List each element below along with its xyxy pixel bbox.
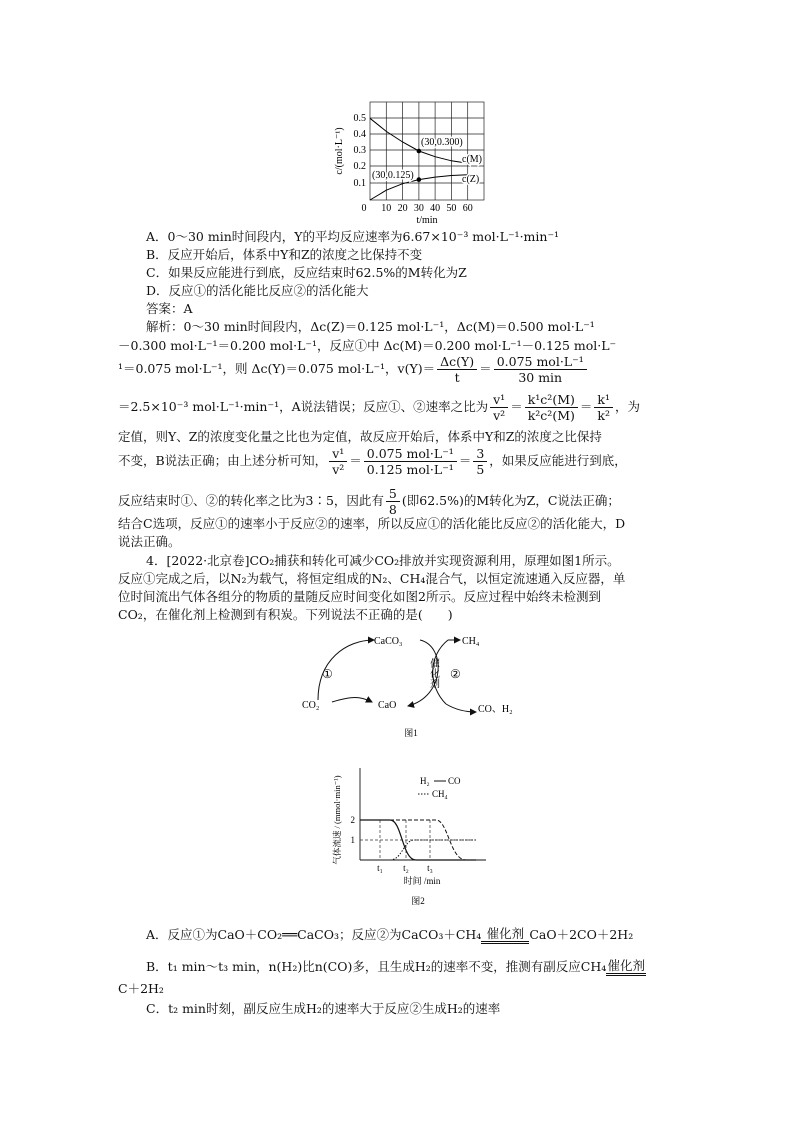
q3-option-c: C．如果反应能进行到底，反应结束时62.5%的M转化为Z [146,265,467,280]
figure-1-cycle-diagram [296,626,526,744]
analysis-text: ¹＝0.075 mol·L⁻¹，则 Δc(Y)＝0.075 mol·L⁻¹，v(Y)＝ [118,361,436,376]
fraction: $\frac{\text{v¹}}{\text{v²}}$ [490,392,508,423]
y-axis-label: c/(mol·L⁻¹) [334,127,345,175]
x-tick-t3: t₃ [427,863,433,873]
equals-sign: ＝ [479,361,492,376]
catalyst-arrow: 催化剂 [606,959,646,976]
q3-analysis-line: ＝2.5×10⁻³ mol·L⁻¹·min⁻¹，A说法错误；反应①、②速率之比为 $\frac{\text{v¹}}{\text{v²}}$ ＝ $\frac{\text{k¹c²(M)}}{\text{k²c²(M)}}$ ＝ $\frac{\text{k¹}}{\text{k²}}$ ，为 [118,392,640,423]
fraction: $\frac{3}{5}$ [473,446,487,477]
x-axis-label: t/min [416,215,438,226]
q3-analysis-line: －0.300 mol·L⁻¹＝0.200 mol·L⁻¹，反应①中 Δc(M)＝0.200 mol·L⁻¹－0.125 mol·L⁻ [118,338,617,353]
q3-answer: 答案：A [146,301,193,316]
q4-option-a [146,926,633,944]
x-tick-label: 30 [413,203,424,214]
analysis-text: ，如果反应能进行到底， [489,453,627,468]
analysis-text: ＝2.5×10⁻³ mol·L⁻¹·min⁻¹，A说法错误；反应①、②速率之比为 [118,399,489,414]
q3-option-b: B．反应开始后，体系中Y和Z的浓度之比保持不变 [146,247,423,262]
q3-analysis-line [118,354,589,385]
analysis-text: 反应结束时①、②的转化率之比为3∶5，因此有 [118,493,384,508]
x-tick-label: 60 [462,203,473,214]
catalyst-arrow: 催化剂 [481,927,529,944]
q4-option-b [146,958,646,976]
figure-1-caption: 图1 [404,728,418,738]
analysis-text: 不变，B说法正确；由上述分析可知， [118,453,328,468]
q3-analysis-line: 不变，B说法正确；由上述分析可知， $\frac{\text{v¹}}{\text{v²}}$ ＝ $\frac{\text{0.075 mol·L⁻¹}}{\text{0.125 mol·L⁻¹}}$ ＝ $\frac{3}{5}$ ，如果反应能进行到底， [118,446,627,477]
q4-stem-line: 4．[2022·北京卷]CO₂捕获和转化可减少CO₂排放并实现资源利用，原理如图1所示。 [146,553,620,568]
fraction: $\frac{\text{k¹c²(M)}}{\text{k²c²(M)}}$ [525,392,578,423]
reaction-2-label: ② [450,667,461,681]
q3-analysis-line: 解析：0～30 min时间段内，Δc(Z)＝0.125 mol·L⁻¹，Δc(M)＝0.500 mol·L⁻¹ [146,319,595,334]
series-label-m: c(M) [462,154,482,165]
fraction: $\frac{\text{k¹}}{\text{k²}}$ [594,392,613,423]
q3-option-d: D．反应①的活化能比反应②的活化能大 [146,283,369,298]
legend-ch4: CH₄ [432,789,448,799]
x-tick-t2: t₂ [403,863,409,873]
y-tick-label: 0.1 [353,178,366,189]
y-tick-1: 1 [350,835,355,845]
x-tick-label: 20 [397,203,408,214]
q3-analysis-line: 结合C选项，反应①的速率小于反应②的速率，所以反应①的活化能比反应②的活化能大，D [118,516,626,531]
y-axis-label: 气体流速 / (mmol·min⁻¹) [332,775,342,865]
catalyst-label: 催化剂 [427,658,439,688]
q4-stem-line: CO₂，在催化剂上检测到有积炭。下列说法不正确的是( ) [118,607,453,622]
co2-label: CO₂ [302,700,320,711]
option-text: CaO＋2CO＋2H₂ [529,927,634,942]
q4-option-b-cont: C＋2H₂ [118,981,164,996]
figure-2-caption: 图2 [411,896,425,906]
legend-co: CO [448,776,461,786]
series-label-z: c(Z) [462,174,480,185]
q3-option-a: A．0～30 min时间段内，Y的平均反应速率为6.67×10⁻³ mol·L⁻¹·min⁻¹ [146,229,560,244]
option-text: A．反应①为CaO＋CO₂══CaCO₃；反应②为CaCO₃＋CH₄ [146,927,482,942]
x-tick-label: 10 [381,203,392,214]
option-text: B．t₁ min～t₃ min，n(H₂)比n(CO)多，且生成H₂的速率不变，推测有副反应CH₄ [146,959,607,974]
point-marker-m [417,149,422,154]
y-tick-label: 0.3 [353,145,366,156]
fraction: $\frac{\Delta c(Y)}{t}$ [437,354,477,385]
point-label-z: (30,0.125) [372,170,414,181]
concentration-time-chart [318,96,518,226]
q3-analysis-line [118,486,620,517]
reaction-1-label: ① [322,667,333,681]
q3-analysis-line: 说法正确。 [118,534,181,549]
fraction: $\frac{5}{8}$ [386,486,400,517]
analysis-text: ，为 [614,399,640,414]
caco3-label: CaCO₃ [374,636,403,647]
point-marker-z [417,177,422,182]
q4-stem-line: 位时间流出气体各组分的物质的量随反应时间变化如图2所示。反应过程中始终未检测到 [118,589,601,604]
y-tick-label: 0.5 [353,113,366,124]
q4-stem-line: 反应①完成之后，以N₂为载气，将恒定组成的N₂、CH₄混合气，以恒定流速通入反应器，单 [118,571,626,586]
legend-h2: H₂ [420,776,430,786]
y-tick-2: 2 [350,815,355,825]
y-tick-label: 0.4 [353,129,366,140]
figure-2-flow-chart [326,760,496,910]
x-tick-label: 0 [361,203,367,214]
ch4-label: CH₄ [462,636,480,647]
fraction: $\frac{\text{0.075 mol·L⁻¹}}{30 \min}$ [494,354,587,385]
x-tick-t1: t₁ [377,863,383,873]
analysis-text: (即62.5%)的M转化为Z，C说法正确； [401,493,620,508]
x-tick-label: 40 [430,203,441,214]
y-tick-label: 0.2 [353,161,366,172]
q3-analysis-line: 定值，则Y、Z的浓度变化量之比也为定值，故反应开始后，体系中Y和Z的浓度之比保持 [118,429,602,444]
x-tick-label: 50 [446,203,457,214]
point-label-m: (30,0.300) [421,137,463,148]
fraction: $\frac{\text{0.075 mol·L⁻¹}}{\text{0.125 mol·L⁻¹}}$ [364,446,457,477]
fraction: $\frac{\text{v¹}}{\text{v²}}$ [329,446,347,477]
q4-option-c: C．t₂ min时刻，副反应生成H₂的速率大于反应②生成H₂的速率 [146,1001,501,1016]
cao-label: CaO [378,700,397,711]
x-axis-label: 时间 /min [403,876,441,886]
products-label: CO、H₂ [478,704,513,715]
